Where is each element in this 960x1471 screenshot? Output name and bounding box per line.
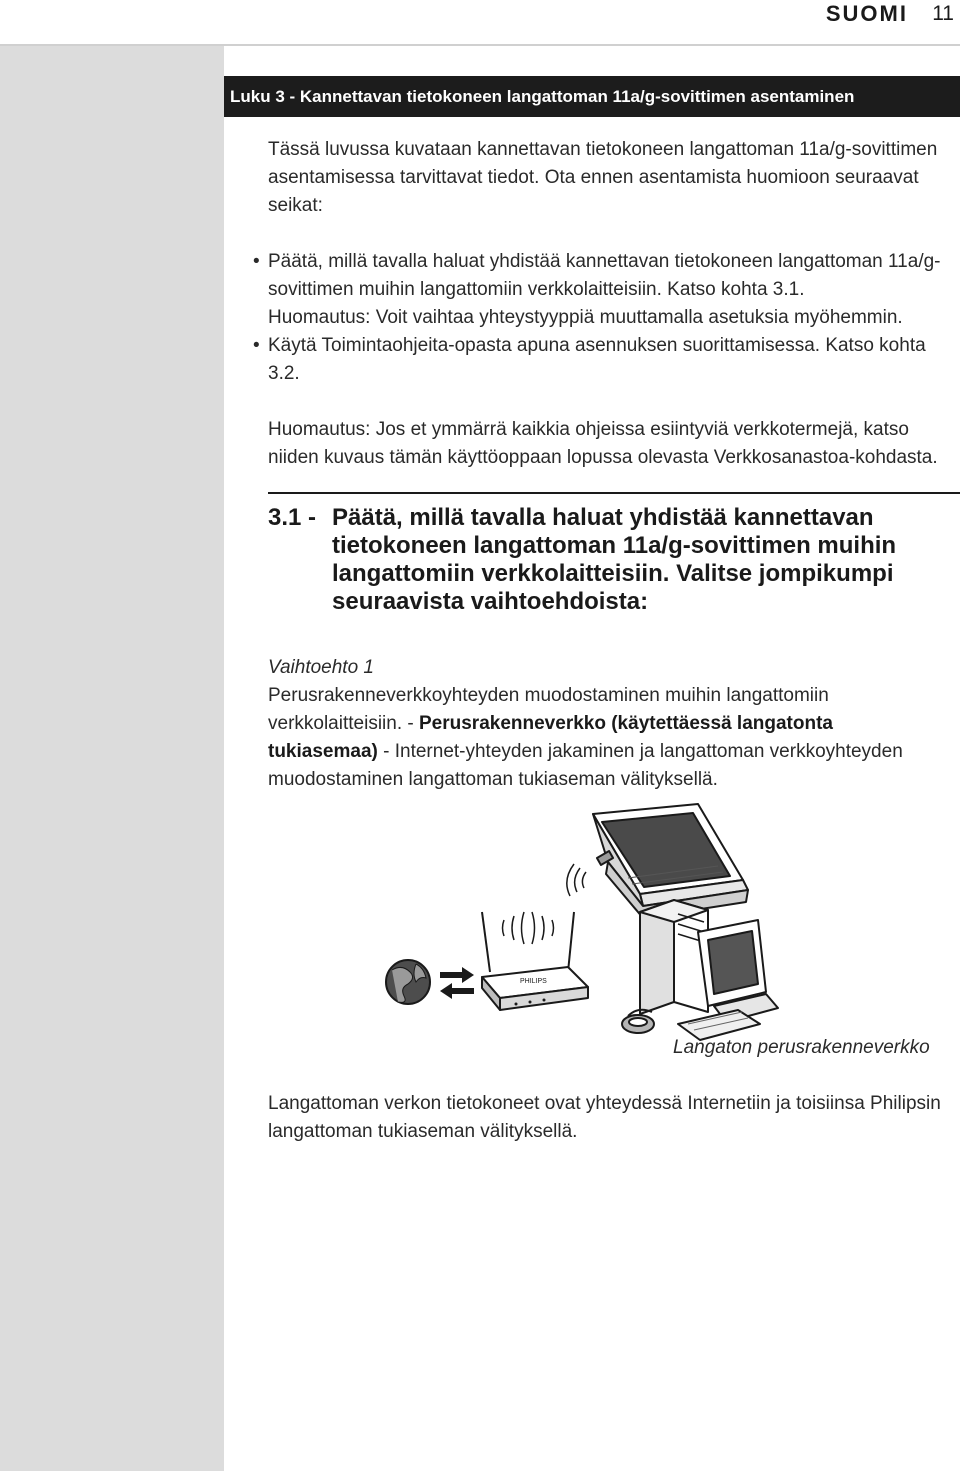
router-brand: PHILIPS <box>520 978 547 985</box>
usb-adapter-icon <box>622 1010 654 1033</box>
option-body-start: Perusrakenneverkkoyhteyden muodostaminen muihin langattomiin verkkolaitteisiin. - <box>268 685 829 734</box>
option-body-bold: Perusrakenneverkko (käytettäessä langatonta tukiasemaa) <box>268 713 833 762</box>
globe-icon <box>386 960 430 1004</box>
option-body <box>268 682 948 794</box>
page-number: 11 <box>932 2 954 25</box>
desktop-computer-icon <box>640 900 778 1040</box>
figure-caption: Langaton perusrakenneverkko <box>673 1037 930 1058</box>
bullet-text: Käytä Toimintaohjeita-opasta apuna asennuksen suorittamisessa. Katso kohta 3.2. <box>268 335 926 384</box>
bullet-text: Päätä, millä tavalla haluat yhdistää kannettavan tietokoneen langattoman 11a/g-sovittimen muihin langattomiin verkkolaitteisiin. Katso kohta 3.1. <box>268 251 941 300</box>
chapter-title: Luku 3 - Kannettavan tietokoneen langattoman 11a/g-sovittimen asentaminen <box>224 76 960 117</box>
section-heading <box>268 504 948 616</box>
bullet-item <box>253 332 948 388</box>
main-content <box>253 136 948 1146</box>
bullet-list <box>253 248 948 388</box>
side-margin <box>0 46 224 1471</box>
option-title: Vaihtoehto 1 <box>268 657 374 678</box>
option-body-end: - Internet-yhteyden jakaminen ja langattoman verkkoyhteyden muodostaminen langattoman tukiaseman välityksellä. <box>268 741 903 790</box>
exchange-arrows-icon <box>440 967 474 999</box>
wireless-waves-icon <box>567 864 586 896</box>
intro-paragraph: Tässä luvussa kuvataan kannettavan tietokoneen langattoman 11a/g-sovittimen asentamisessa tarvittavat tiedot. Ota ennen asentamista huomioon seuraavat seikat: <box>268 139 938 216</box>
section-title: Päätä, millä tavalla haluat yhdistää kannettavan tietokoneen langattoman 11a/g-sovittimen muihin langattomiin verkkolaitteisiin. Valitse jompikumpi seuraavista vaihtoehdoista: <box>332 504 897 615</box>
bullet-note: Huomautus: Voit vaihtaa yhteystyyppiä muuttamalla asetuksia myöhemmin. <box>268 307 903 328</box>
terminology-note: Huomautus: Jos et ymmärrä kaikkia ohjeissa esiintyviä verkkotermejä, katso niiden kuvaus tämän käyttöoppaan lopussa olevasta Verkkosanastoa-kohdasta. <box>268 419 938 468</box>
bullet-dot: • <box>253 251 260 272</box>
bullet-item <box>253 248 948 332</box>
closing-paragraph: Langattoman verkon tietokoneet ovat yhteydessä Internetiin ja toisiinsa Philipsin langattoman tukiaseman välityksellä. <box>268 1093 941 1142</box>
section-number: 3.1 - <box>268 504 317 531</box>
header-language: SUOMI <box>825 1 908 26</box>
section-divider <box>268 492 960 494</box>
network-diagram <box>268 802 948 1064</box>
network-figure <box>268 802 948 1064</box>
router-waves-icon <box>503 912 554 944</box>
bullet-dot: • <box>253 335 260 356</box>
